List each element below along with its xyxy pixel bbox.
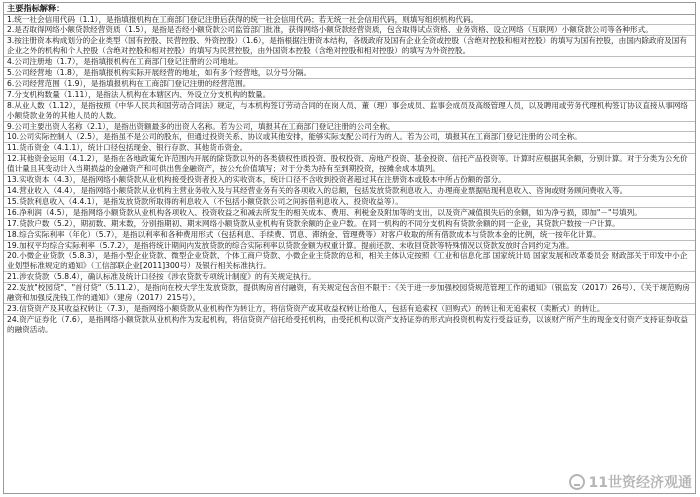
explanation-row: 3.按注册资本构成划分的企业类型（国有控股、民营控股、外资控股）（1.6），是指根据注册资本结构，各级政府及国有企业全资或控股（含绝对控股和相对控股）的填写为国有控股，由国内除政府及国有企业之外的机构和个人控股（含绝对控股和相对控股）的填写为民营控股，由外国资本控股（含绝对控股和相对控股）的填写为外资控股。 xyxy=(4,36,695,57)
explanation-row: 4.公司注册地（1.7），是指填报机构在工商部门登记注册的公司地址。 xyxy=(4,57,695,68)
explanation-row: 7.分支机构数量（1.11），是指法人机构在本辖区内、外设立分支机构的数量。 xyxy=(4,90,695,101)
explanation-row: 14.营业收入（4.4），是指网络小额贷款从业机构主营业务收入及与其经营业务有关的各项收入的总额，包括发放贷款利息收入、办理商业票据贴现利息收入、咨询或财务顾问费收入等。 xyxy=(4,186,695,197)
explanation-row: 24.资产证券化（7.6），是指网络小额贷款从业机构作为发起机构，将信贷资产信托给受托机构，由受托机构以资产支持证券的形式向投资机构发行受益证券，以该财产所产生的现金支付资产支持证券收益的融资活动。 xyxy=(7,314,688,334)
explanation-row: 10.公司实际控制人（2.5），是指虽不是公司的股东，但通过投资关系、协议或其他安排，能够实际支配公司行为的人。若为公司，填报其在工商部门登记注册的公司全称。 xyxy=(4,132,695,143)
explanation-row: 8.从业人数（1.12），是指按照《中华人民共和国劳动合同法》规定，与本机构签订劳动合同的在岗人员、董（理）事会成员、监事会成员及高级管理人员，以及聘用或劳务代理机构签订协议直接从事网络小额贷款业务的其他人员的人数。 xyxy=(4,101,695,122)
explanation-row: 6.公司经营范围（1.9），是指填报机构在工商部门登记注册的经营范围。 xyxy=(4,79,695,90)
explanation-row: 15.贷款利息收入（4.4.1），是指发放贷款所取得的利息收入（不包括小额贷款公司之间拆借利息收入、投资收益等）。 xyxy=(4,197,695,208)
explanation-row: 2.是否取得网络小额贷款经营资质（1.5），是指是否经小额贷款公司监管部门批准，获得网络小额贷款经营资质，包含取得试点资格、业务资格、设立网络（互联网）小额贷款公司等各种形式。 xyxy=(4,25,695,36)
explanation-row: 16.净利润（4.5），是指网络小额贷款从业机构各项收入、投资收益之和减去所发生的相关成本、费用、利税金及附加等的支出，以及资产减值损失后的余额，如为净亏损，即加"－"号填列。 xyxy=(4,208,695,219)
explanation-row: 9.公司主要出资人名称（2.1），是指出资额最多的出资人名称。若为公司，填报其在工商部门登记注册的公司全称。 xyxy=(4,122,695,133)
explanation-row: 17.贷款户数（5.2），期初数、期末数，分别指期初、期末网络小额贷款从业机构有贷款余额的企业户数。在同一机构的不同分支机构有贷款余额的同一企业，其贷款户数按一户计算。 xyxy=(4,219,695,230)
explanation-row: 18.综合实际利率（年化）（5.7），是指以利率和各种费用形式（包括利息、手续费、罚息、滞纳金、管理费等）对客户收取的所有借款成本与贷款本金的比例，统一按年化计算。 xyxy=(4,230,695,241)
explanation-row: 20.小微企业贷款（5.8.3），是指小型企业贷款、微型企业贷款、个体工商户贷款、小微企业主贷款的总和，相关主体认定按照《工业和信息化部 国家统计局 国家发展和改革委员会 财政部关于印发中小企业划型标准规定的通知》（工信部联企业[2011]300号）及银行相关标准执行。 xyxy=(4,251,695,272)
explanation-row: 23.信贷资产及其收益权转让（7.3），是指网络小额贷款从业机构作为转让方，将信贷资产或其收益权转让给他人，包括有追索权（回购式）的转让和无追索权（卖断式）的转让。 xyxy=(4,304,695,315)
row-list xyxy=(4,15,695,335)
explanation-row: 13.实收资本（4.3），是指网络小额贷款从业机构接受投资者投入的实收资本，统计口径不含收到投资者超过其在注册资本或股本中所占份额的部分。 xyxy=(4,175,695,186)
explanation-row: 21.涉农贷款（5.8.4），确认标准及统计口径按《涉农贷款专项统计制度》的有关规定执行。 xyxy=(4,272,695,283)
explanation-row: 1.统一社会信用代码（1.1），是指填报机构在工商部门登记注册后获得的统一社会信用代码；若无统一社会信用代码，则填写组织机构代码。 xyxy=(4,15,695,26)
watermark-text: 11世资经济观通 xyxy=(588,475,692,491)
explanation-row: 19.加权平均综合实际利率（5.7.2），是指将统计期间内发放贷款的综合实际利率以贷款金额为权重计算。提前还款、未收回贷款等特殊情况以贷款发放时合同约定为准。 xyxy=(4,241,695,252)
table-title: 主要指标解释： xyxy=(4,3,695,15)
explanation-row: 22.发放"校园贷"、"首付贷"（5.11.2），是指向在校大学生发放贷款，提供购房首付融资，有关规定包含但不限于：《关于进一步加强校园贷规范管理工作的通知》（银监发（2017）26号）、《关于规范购房融资和加强反洗钱工作的通知》（建房（2017）215号）。 xyxy=(4,283,695,304)
explanation-row: 12.其他资金运用（4.1.2），是指在各地政策允许范围内开展的除贷款以外的各类债权性质投资、股权投资、房地产投资、基金投资、信托产品投资等。计算时应根据其余额，分别计算。对于分类为公允价值计量且其变动计入当期损益的金融资产和可供出售金融资产，按公允价值填写；对于分类为持有至到期投资，按摊余成本填列。 xyxy=(4,154,695,175)
explanation-row: 11.货币资金（4.1.1），统计口径包括现金、银行存款、其他货币资金。 xyxy=(4,143,695,154)
explanation-row: 5.公司经营地（1.8），是指填报机构实际开展经营的地址，如有多个经营地，以分号分隔。 xyxy=(4,68,695,79)
indicator-explanations-table xyxy=(3,2,696,494)
